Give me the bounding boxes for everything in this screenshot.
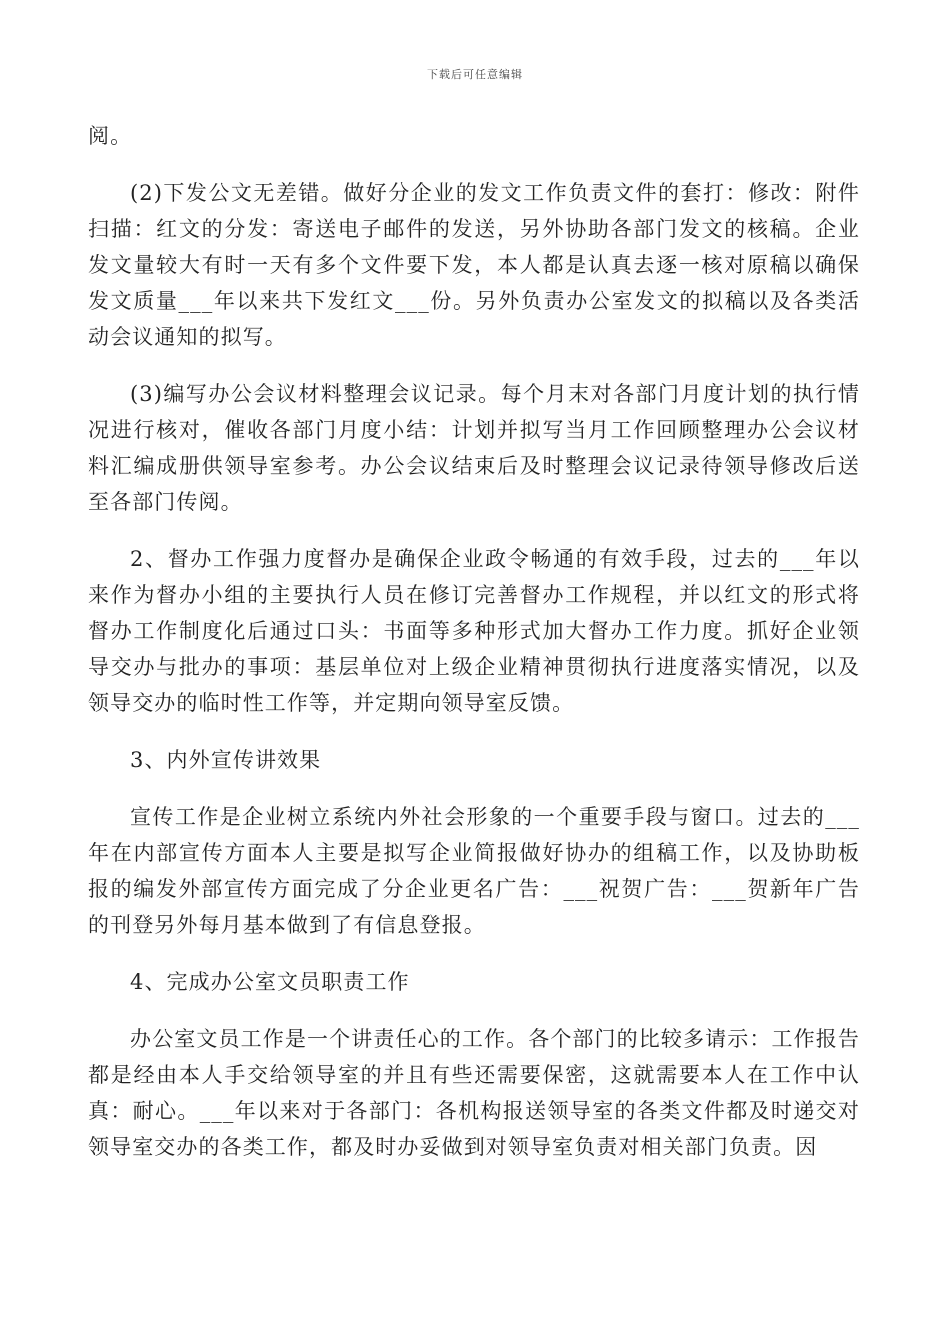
document-body	[88, 118, 860, 1165]
paragraph-item-2: (2)下发公文无差错。做好分企业的发文工作负责文件的套打：修改：附件扫描：红文的分发：寄送电子邮件的发送，另外协助各部门发文的核稿。企业发文量较大有时一天有多个文件要下发，本人都是认真去逐一核对原稿以确保发文质量___年以来共下发红文___份。另外负责办公室发文的拟稿以及各类活动会议通知的拟写。	[88, 181, 860, 349]
paragraph-section-3: 宣传工作是企业树立系统内外社会形象的一个重要手段与窗口。过去的___年在内部宣传方面本人主要是拟写企业简报做好协办的组稿工作，以及协助板报的编发外部宣传方面完成了分企业更名广告：___祝贺广告：___贺新年广告的刊登另外每月基本做到了有信息登报。	[88, 805, 860, 937]
heading-section-4: 4、完成办公室文员职责工作	[130, 970, 410, 994]
paragraph-section-4: 办公室文员工作是一个讲责任心的工作。各个部门的比较多请示：工作报告都是经由本人手交给领导室的并且有些还需要保密，这就需要本人在工作中认真：耐心。___年以来对于各部门：各机构报送领导室的各类文件都及时递交对领导室交办的各类工作，都及时办妥做到对领导室负责对相关部门负责。因	[88, 1027, 860, 1159]
paragraph-continuation: 阅。	[88, 124, 133, 148]
heading-section-3: 3、内外宣传讲效果	[130, 748, 322, 772]
page-header-note: 下载后可任意编辑	[427, 68, 523, 81]
paragraph-item-3: (3)编写办公会议材料整理会议记录。每个月末对各部门月度计划的执行情况进行核对，催收各部门月度小结：计划并拟写当月工作回顾整理办公会议材料汇编成册供领导室参考。办公会议结束后及时整理会议记录待领导修改后送至各部门传阅。	[88, 382, 860, 514]
paragraph-section-2: 2、督办工作强力度督办是确保企业政令畅通的有效手段，过去的___年以来作为督办小组的主要执行人员在修订完善督办工作规程，并以红文的形式将督办工作制度化后通过口头：书面等多种形式加大督办工作力度。抓好企业领导交办与批办的事项：基层单位对上级企业精神贯彻执行进度落实情况，以及领导交办的临时性工作等，并定期向领导室反馈。	[88, 547, 860, 715]
